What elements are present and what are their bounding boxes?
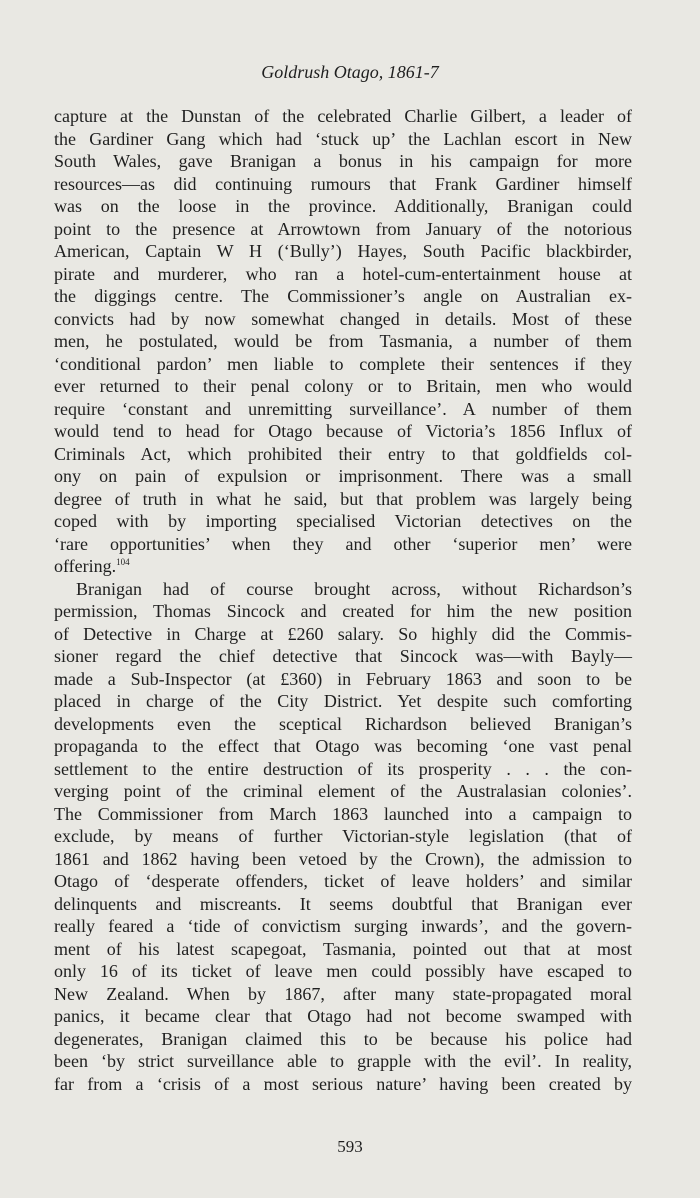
text-line: permission, Thomas Sincock and created for him the new position: [54, 601, 632, 621]
text-line-indented: Branigan had of course brought across, without Richardson’s: [76, 578, 632, 599]
page-number: 593: [337, 1137, 363, 1156]
text-line: was on the loose in the province. Additionally, Branigan could: [54, 196, 632, 216]
text-line: delinquents and miscreants. It seems doubtful that Branigan ever: [54, 893, 632, 914]
footnote-marker[interactable]: 104: [116, 557, 130, 567]
text-line: degree of truth in what he said, but that problem was largely being: [54, 488, 632, 509]
text-line: far from a ‘crisis of a most serious nature’ having been created by: [54, 1073, 632, 1094]
text-line: of Detective in Charge at £260 salary. So highly did the Commis-: [54, 623, 632, 644]
text-line: require ‘constant and unremitting surveillance’. A number of them: [54, 398, 632, 419]
running-head: Goldrush Otago, 1861-7: [261, 62, 439, 82]
text-line: ever returned to their penal colony or to Britain, men who would: [54, 376, 632, 396]
paragraph-2: [54, 578, 632, 1096]
text-line: exclude, by means of further Victorian-style legislation (that of: [54, 826, 632, 846]
text-line: panics, it became clear that Otago had not become swamped with: [54, 1006, 632, 1026]
text-line-last: [54, 555, 632, 578]
text-line: the diggings centre. The Commissioner’s angle on Australian ex-: [54, 286, 632, 306]
body-text: [54, 105, 632, 1095]
text-line: capture at the Dunstan of the celebrated Charlie Gilbert, a leader of: [54, 106, 632, 126]
text-line: Otago of ‘desperate offenders, ticket of leave holders’ and similar: [54, 871, 632, 891]
text-line: placed in charge of the City District. Yet despite such comforting: [54, 691, 632, 711]
text-line: convicts had by now somewhat changed in details. Most of these: [54, 308, 632, 329]
text-line: made a Sub-Inspector (at £360) in February 1863 and soon to be: [54, 668, 632, 689]
text-line: ‘rare opportunities’ when they and other ‘superior men’ were: [54, 533, 632, 554]
text-line: verging point of the criminal element of the Australasian colonies’.: [54, 781, 632, 801]
text-line: propaganda to the effect that Otago was becoming ‘one vast penal: [54, 736, 632, 756]
text-line: American, Captain W H (‘Bully’) Hayes, South Pacific blackbirder,: [54, 241, 632, 261]
text-line: point to the presence at Arrowtown from January of the notorious: [54, 218, 632, 239]
text-line: Criminals Act, which prohibited their entry to that goldfields col-: [54, 443, 632, 464]
text-line: been ‘by strict surveillance able to grapple with the evil’. In reality,: [54, 1051, 632, 1071]
text-line: sioner regard the chief detective that Sincock was—with Bayly—: [54, 646, 632, 666]
text-line: really feared a ‘tide of convictism surging inwards’, and the govern-: [54, 916, 632, 936]
text-line: men, he postulated, would be from Tasmania, a number of them: [54, 331, 632, 351]
text-line: ony on pain of expulsion or imprisonment. There was a small: [54, 466, 632, 486]
text-line: only 16 of its ticket of leave men could possibly have escaped to: [54, 961, 632, 981]
text-line: The Commissioner from March 1863 launched into a campaign to: [54, 803, 632, 824]
text-line: pirate and murderer, who ran a hotel-cum-entertainment house at: [54, 263, 632, 284]
text-line: settlement to the entire destruction of its prosperity . . . the con-: [54, 758, 632, 779]
text-line: 1861 and 1862 having been vetoed by the Crown), the admission to: [54, 848, 632, 869]
paragraph-1: [54, 105, 632, 578]
text-line: ment of his latest scapegoat, Tasmania, pointed out that at most: [54, 938, 632, 959]
last-line-text: offering.: [54, 556, 117, 576]
text-line: developments even the sceptical Richardson believed Branigan’s: [54, 713, 632, 734]
text-line: New Zealand. When by 1867, after many state-propagated moral: [54, 983, 632, 1004]
text-line: ‘conditional pardon’ men liable to complete their sentences if they: [54, 353, 632, 374]
text-line: degenerates, Branigan claimed this to be because his police had: [54, 1028, 632, 1049]
text-line: coped with by importing specialised Victorian detectives on the: [54, 511, 632, 531]
text-line: would tend to head for Otago because of Victoria’s 1856 Influx of: [54, 421, 632, 441]
text-line: South Wales, gave Branigan a bonus in his campaign for more: [54, 151, 632, 171]
text-line: resources—as did continuing rumours that Frank Gardiner himself: [54, 173, 632, 194]
text-line: the Gardiner Gang which had ‘stuck up’ the Lachlan escort in New: [54, 128, 632, 149]
